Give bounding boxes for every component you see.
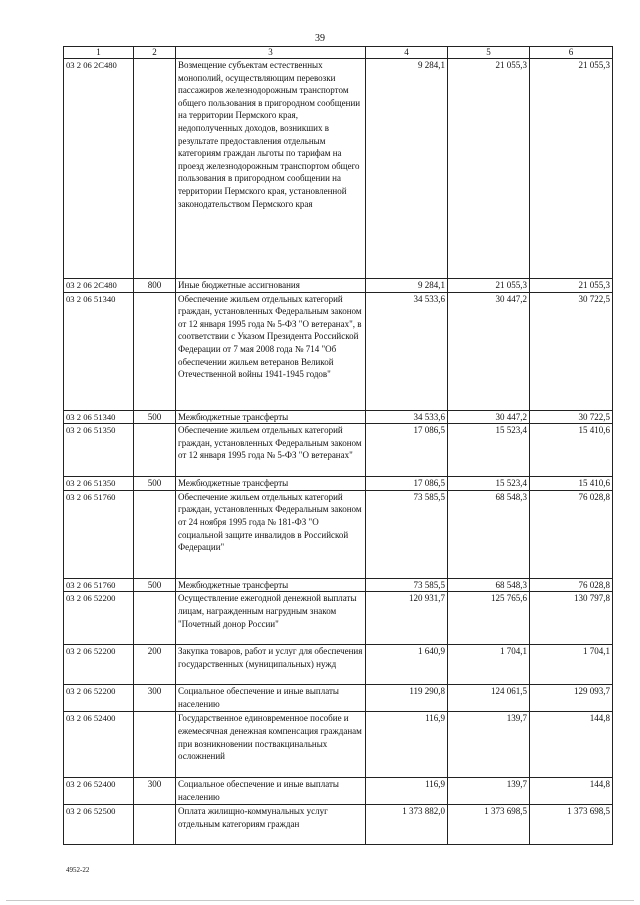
amount-year1-cell: 116,9	[366, 778, 448, 805]
table-row	[64, 410, 613, 424]
expense-type-cell	[134, 592, 176, 645]
target-code-cell: 03 2 06 51340	[64, 410, 134, 424]
expense-type-cell: 500	[134, 410, 176, 424]
amount-year2-cell: 1 373 698,5	[448, 805, 530, 845]
expense-type-cell: 200	[134, 645, 176, 685]
amount-year1-cell: 120 931,7	[366, 592, 448, 645]
table-row	[64, 477, 613, 491]
expense-type-cell	[134, 805, 176, 845]
column-header: 1	[64, 47, 134, 59]
amount-year3-cell: 144,8	[530, 778, 613, 805]
expense-type-cell: 500	[134, 477, 176, 491]
amount-year2-cell: 21 055,3	[448, 279, 530, 293]
document-code: 4952-22	[66, 866, 90, 874]
amount-year2-cell: 1 704,1	[448, 645, 530, 685]
expense-type-cell	[134, 59, 176, 279]
target-code-cell: 03 2 06 2C480	[64, 279, 134, 293]
column-header: 4	[366, 47, 448, 59]
table-row	[64, 578, 613, 592]
table-row	[64, 424, 613, 477]
target-code-cell: 03 2 06 52400	[64, 778, 134, 805]
amount-year3-cell: 130 797,8	[530, 592, 613, 645]
amount-year3-cell: 1 704,1	[530, 645, 613, 685]
table-row	[64, 712, 613, 778]
target-code-cell: 03 2 06 51340	[64, 292, 134, 410]
amount-year2-cell: 124 061,5	[448, 685, 530, 712]
amount-year3-cell: 129 093,7	[530, 685, 613, 712]
table-row	[64, 59, 613, 279]
target-code-cell: 03 2 06 51350	[64, 477, 134, 491]
target-code-cell: 03 2 06 52200	[64, 645, 134, 685]
column-header: 6	[530, 47, 613, 59]
amount-year1-cell: 34 533,6	[366, 410, 448, 424]
description-cell: Обеспечение жильем отдельных категорий граждан, установленных Федеральным законом от 24 ноября 1995 года № 181-ФЗ "О социальной защите инвалидов в Российской Федерации"	[176, 490, 366, 578]
description-cell: Возмещение субъектам естественных монополий, осуществляющим перевозки пассажиров железнодорожным транспортом общего пользования в пригородном сообщении на территории Пермского края, недополученных доходов, возникших в результате предоставления отдельным категориям граждан льготы по тарифам на проезд железнодорожным транспортом общего пользования в пригородном сообщении на территории Пермского края, установленной законодательством Пермского края	[176, 59, 366, 279]
expense-type-cell	[134, 712, 176, 778]
amount-year1-cell: 73 585,5	[366, 578, 448, 592]
target-code-cell: 03 2 06 52200	[64, 592, 134, 645]
description-cell: Межбюджетные трансферты	[176, 578, 366, 592]
amount-year3-cell: 30 722,5	[530, 410, 613, 424]
target-code-cell: 03 2 06 51760	[64, 578, 134, 592]
description-cell: Социальное обеспечение и иные выплаты населению	[176, 778, 366, 805]
description-cell: Обеспечение жильем отдельных категорий граждан, установленных Федеральным законом от 12 января 1995 года № 5-ФЗ "О ветеранах", в соответствии с Указом Президента Российской Федерации от 7 мая 2008 года № 714 "Об обеспечении жильем ветеранов Великой Отечественной войны 1941-1945 годов"	[176, 292, 366, 410]
amount-year3-cell: 1 373 698,5	[530, 805, 613, 845]
column-header: 5	[448, 47, 530, 59]
amount-year1-cell: 34 533,6	[366, 292, 448, 410]
amount-year3-cell: 21 055,3	[530, 59, 613, 279]
description-cell: Иные бюджетные ассигнования	[176, 279, 366, 293]
expense-type-cell: 800	[134, 279, 176, 293]
column-header: 3	[176, 47, 366, 59]
table-row	[64, 592, 613, 645]
table-header-row	[64, 47, 613, 59]
table-row	[64, 778, 613, 805]
amount-year1-cell: 17 086,5	[366, 424, 448, 477]
table-row	[64, 292, 613, 410]
amount-year2-cell: 21 055,3	[448, 59, 530, 279]
description-cell: Осуществление ежегодной денежной выплаты лицам, награжденным нагрудным знаком "Почетный донор России"	[176, 592, 366, 645]
amount-year3-cell: 21 055,3	[530, 279, 613, 293]
expense-type-cell: 300	[134, 685, 176, 712]
description-cell: Межбюджетные трансферты	[176, 477, 366, 491]
description-cell: Межбюджетные трансферты	[176, 410, 366, 424]
table-row	[64, 685, 613, 712]
amount-year2-cell: 15 523,4	[448, 424, 530, 477]
target-code-cell: 03 2 06 2C480	[64, 59, 134, 279]
amount-year1-cell: 9 284,1	[366, 59, 448, 279]
amount-year2-cell: 30 447,2	[448, 292, 530, 410]
expense-type-cell: 500	[134, 578, 176, 592]
page-number: 39	[315, 33, 325, 44]
amount-year3-cell: 76 028,8	[530, 490, 613, 578]
amount-year2-cell: 139,7	[448, 778, 530, 805]
description-cell: Оплата жилищно-коммунальных услуг отдельным категориям граждан	[176, 805, 366, 845]
amount-year2-cell: 15 523,4	[448, 477, 530, 491]
amount-year2-cell: 30 447,2	[448, 410, 530, 424]
amount-year1-cell: 1 373 882,0	[366, 805, 448, 845]
expense-type-cell	[134, 292, 176, 410]
bottom-rule	[6, 900, 634, 901]
amount-year3-cell: 144,8	[530, 712, 613, 778]
amount-year2-cell: 139,7	[448, 712, 530, 778]
table-row	[64, 645, 613, 685]
description-cell: Государственное единовременное пособие и ежемесячная денежная компенсация гражданам при возникновении поствакцинальных осложнений	[176, 712, 366, 778]
table-row	[64, 279, 613, 293]
amount-year2-cell: 68 548,3	[448, 578, 530, 592]
description-cell: Закупка товаров, работ и услуг для обеспечения государственных (муниципальных) нужд	[176, 645, 366, 685]
amount-year1-cell: 73 585,5	[366, 490, 448, 578]
table-body	[64, 59, 613, 845]
target-code-cell: 03 2 06 51760	[64, 490, 134, 578]
amount-year3-cell: 76 028,8	[530, 578, 613, 592]
table-row	[64, 490, 613, 578]
amount-year2-cell: 125 765,6	[448, 592, 530, 645]
table-row	[64, 805, 613, 845]
amount-year1-cell: 116,9	[366, 712, 448, 778]
target-code-cell: 03 2 06 52400	[64, 712, 134, 778]
budget-table	[63, 46, 613, 845]
description-cell: Социальное обеспечение и иные выплаты населению	[176, 685, 366, 712]
target-code-cell: 03 2 06 52500	[64, 805, 134, 845]
target-code-cell: 03 2 06 51350	[64, 424, 134, 477]
amount-year3-cell: 30 722,5	[530, 292, 613, 410]
amount-year1-cell: 9 284,1	[366, 279, 448, 293]
amount-year3-cell: 15 410,6	[530, 477, 613, 491]
target-code-cell: 03 2 06 52200	[64, 685, 134, 712]
amount-year3-cell: 15 410,6	[530, 424, 613, 477]
amount-year1-cell: 17 086,5	[366, 477, 448, 491]
expense-type-cell	[134, 424, 176, 477]
amount-year1-cell: 1 640,9	[366, 645, 448, 685]
expense-type-cell	[134, 490, 176, 578]
column-header: 2	[134, 47, 176, 59]
amount-year2-cell: 68 548,3	[448, 490, 530, 578]
amount-year1-cell: 119 290,8	[366, 685, 448, 712]
description-cell: Обеспечение жильем отдельных категорий граждан, установленных Федеральным законом от 12 января 1995 года № 5-ФЗ "О ветеранах"	[176, 424, 366, 477]
expense-type-cell: 300	[134, 778, 176, 805]
